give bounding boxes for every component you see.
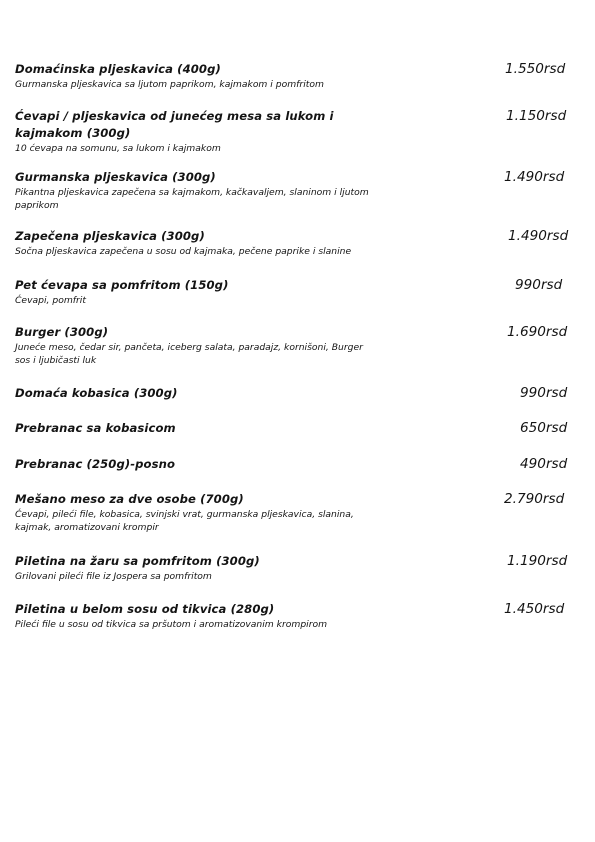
item-price: 490rsd xyxy=(520,456,568,472)
item-description: Pileći file u sosu od tikvica sa pršutom i aromatizovanim krompirom xyxy=(15,619,328,630)
item-description: Grilovani pileći file iz Jospera sa pomfritom xyxy=(15,571,212,582)
menu-item xyxy=(15,456,575,473)
item-price: 2.790rsd xyxy=(504,491,565,507)
item-description: Gurmanska pljeskavica sa ljutom paprikom, kajmakom i pomfritom xyxy=(15,79,324,90)
menu-item xyxy=(15,553,575,584)
item-name: Domaćinska pljeskavica (400g) xyxy=(15,62,221,76)
item-name: Piletina na žaru sa pomfritom (300g) xyxy=(15,554,260,568)
menu-item xyxy=(15,228,575,259)
item-description: 10 ćevapa na somunu, sa lukom i kajmakom xyxy=(15,143,221,154)
menu-item xyxy=(15,108,575,156)
item-price: 990rsd xyxy=(515,277,563,293)
item-description: Ćevapi, pileći file, kobasica, svinjski vrat, gurmanska pljeskavica, slanina, kajmak, aromatizovani krompir xyxy=(15,509,354,533)
item-name: Piletina u belom sosu od tikvica (280g) xyxy=(15,602,275,616)
menu-item xyxy=(15,491,575,534)
item-price: 1.150rsd xyxy=(506,108,567,124)
menu-item xyxy=(15,277,575,308)
item-price: 1.690rsd xyxy=(507,324,568,340)
item-name: Gurmanska pljeskavica (300g) xyxy=(15,170,216,184)
item-price: 650rsd xyxy=(520,420,568,436)
item-description: Juneće meso, čedar sir, pančeta, iceberg salata, paradajz, kornišoni, Burger sos i ljubičasti luk xyxy=(15,342,363,366)
item-description: Ćevapi, pomfrit xyxy=(15,295,86,306)
item-price: 1.490rsd xyxy=(508,228,569,244)
item-name: Ćevapi / pljeskavica od junećeg mesa sa lukom i kajmakom (300g) xyxy=(15,109,334,140)
menu-item xyxy=(15,61,575,92)
item-name: Mešano meso za dve osobe (700g) xyxy=(15,492,244,506)
item-name: Prebranac sa kobasicom xyxy=(15,421,176,435)
menu-item xyxy=(15,169,575,212)
item-name: Pet ćevapa sa pomfritom (150g) xyxy=(15,278,229,292)
menu-item xyxy=(15,324,575,367)
menu-item xyxy=(15,601,575,632)
menu-item xyxy=(15,420,575,437)
item-description: Pikantna pljeskavica zapečena sa kajmakom, kačkavaljem, slaninom i ljutom paprikom xyxy=(15,187,369,211)
item-price: 990rsd xyxy=(520,385,568,401)
item-name: Domaća kobasica (300g) xyxy=(15,386,178,400)
item-name: Zapečena pljeskavica (300g) xyxy=(15,229,205,243)
item-price: 1.190rsd xyxy=(507,553,568,569)
item-price: 1.450rsd xyxy=(504,601,565,617)
item-name: Prebranac (250g)-posno xyxy=(15,457,176,471)
menu-item xyxy=(15,385,575,402)
item-price: 1.550rsd xyxy=(505,61,566,77)
item-name: Burger (300g) xyxy=(15,325,109,339)
item-price: 1.490rsd xyxy=(504,169,565,185)
item-description: Sočna pljeskavica zapečena u sosu od kajmaka, pečene paprike i slanine xyxy=(15,246,352,257)
